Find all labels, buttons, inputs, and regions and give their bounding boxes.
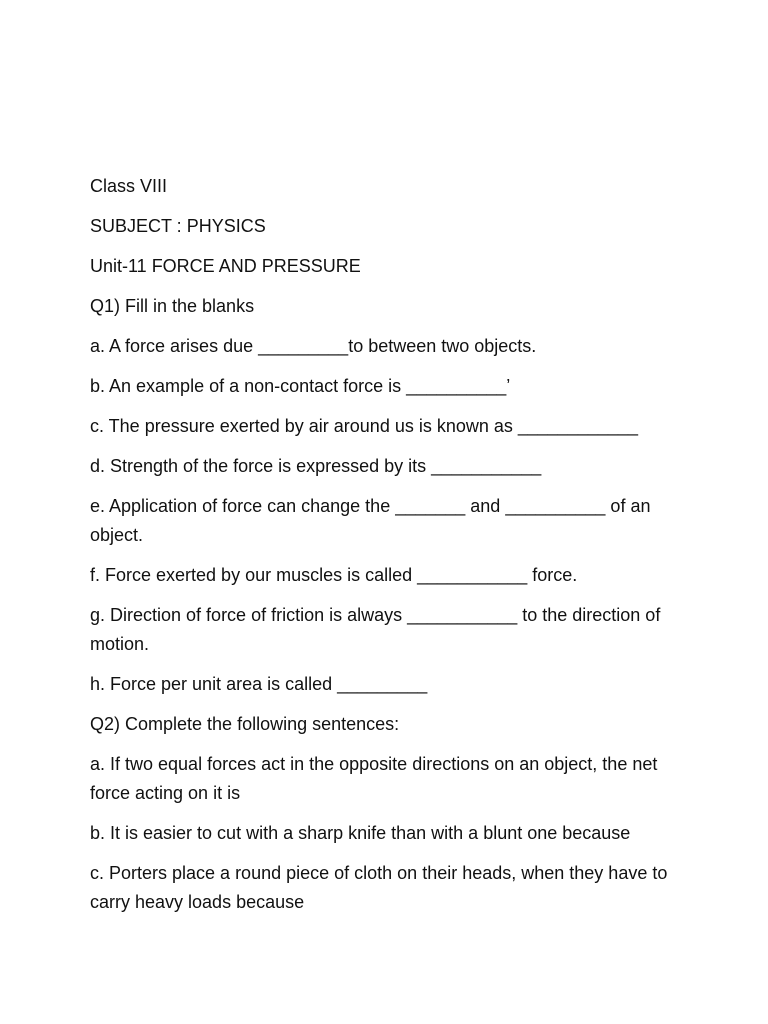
q1-item-g: g. Direction of force of friction is always ___________ to the direction of motion. xyxy=(90,605,661,654)
q1-title: Q1) Fill in the blanks xyxy=(90,296,255,316)
q2-item-b: b. It is easier to cut with a sharp knife than with a blunt one because xyxy=(90,823,631,843)
worksheet xyxy=(90,172,690,928)
q1-item-a: a. A force arises due _________to between two objects. xyxy=(90,336,537,356)
q1-item-c: c. The pressure exerted by air around us is known as ____________ xyxy=(90,416,639,436)
q1-item-d: d. Strength of the force is expressed by its ___________ xyxy=(90,456,542,476)
q2-item-a: a. If two equal forces act in the opposite directions on an object, the net force acting on it is xyxy=(90,754,658,803)
class-label: Class VIII xyxy=(90,176,168,196)
q1-item-b: b. An example of a non-contact force is __________’ xyxy=(90,376,511,396)
q2-item-c: c. Porters place a round piece of cloth on their heads, when they have to carry heavy loads because xyxy=(90,863,668,912)
subject-label: SUBJECT : PHYSICS xyxy=(90,216,266,236)
q1-item-e: e. Application of force can change the _______ and __________ of an object. xyxy=(90,496,651,545)
q1-item-h: h. Force per unit area is called _________ xyxy=(90,674,428,694)
q1-item-f: f. Force exerted by our muscles is called ___________ force. xyxy=(90,565,578,585)
q2-title: Q2) Complete the following sentences: xyxy=(90,714,400,734)
unit-title: Unit-11 FORCE AND PRESSURE xyxy=(90,256,361,276)
